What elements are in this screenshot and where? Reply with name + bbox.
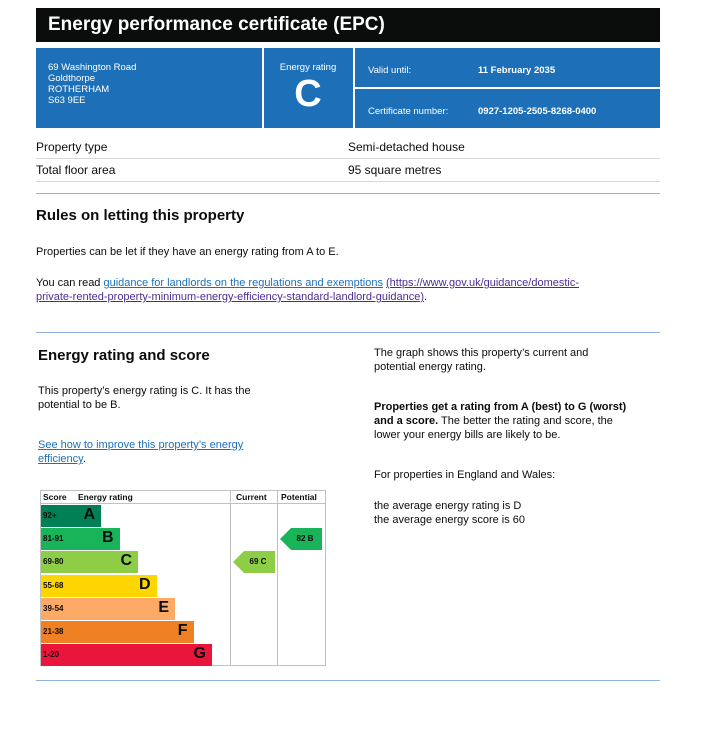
summary-row-floor-area: [36, 159, 660, 182]
summary-label: Total floor area: [36, 163, 116, 177]
band-letter: C: [120, 552, 132, 570]
potential-column-header: Potential: [281, 492, 317, 502]
rating-paragraph: [38, 384, 251, 412]
band-score-range: 39-54: [41, 598, 75, 620]
property-address: [48, 62, 136, 106]
band-bar: [75, 551, 138, 573]
address-line: Goldthorpe: [48, 73, 96, 84]
rating-column-header: Energy rating: [78, 492, 133, 502]
rating-scale-explanation: [374, 400, 626, 442]
band-bar: [75, 621, 194, 643]
text-line: the average energy score is 60: [374, 514, 526, 526]
improve-efficiency-link[interactable]: efficiency: [38, 453, 83, 465]
column-divider: [277, 491, 278, 665]
text-line: The better the rating and score, the: [438, 415, 613, 427]
bold-text: Properties get a rating from A (best) to G (worst): [374, 401, 627, 413]
summary-label: Property type: [36, 140, 108, 154]
guidance-prefix: You can read: [36, 277, 104, 289]
guidance-url[interactable]: (https://www.gov.uk/guidance/domestic-: [386, 277, 580, 289]
summary-row-property-type: [36, 136, 660, 159]
improve-efficiency-link[interactable]: See how to improve this property’s energy: [38, 439, 244, 451]
band-letter: B: [101, 529, 114, 547]
band-bar: [75, 598, 175, 620]
band-letter: G: [193, 645, 206, 663]
current-rating-marker: [233, 551, 275, 573]
current-column-header: Current: [236, 492, 267, 502]
band-letter: F: [177, 622, 188, 639]
letting-guidance-paragraph: [36, 276, 656, 304]
text-line: The graph shows this property’s current and: [374, 347, 589, 359]
valid-until-value: 11 February 2035: [478, 65, 556, 76]
energy-rating-label: Energy rating: [279, 62, 337, 73]
section-divider: [36, 680, 660, 681]
improve-efficiency-paragraph: [38, 438, 243, 466]
certificate-summary-box: [36, 48, 660, 128]
band-letter: E: [158, 598, 169, 616]
graph-explanation: [374, 346, 588, 374]
band-score-range: 81-91: [41, 528, 75, 550]
certificate-number-label: Certificate number:: [368, 106, 449, 117]
band-bar: [75, 644, 212, 666]
band-bar: [75, 505, 101, 527]
average-rating-info: [374, 499, 525, 527]
address-line: 69 Washington Road: [48, 62, 137, 73]
band-score-range: 21-38: [41, 621, 75, 643]
chart-header: [41, 491, 325, 504]
section-divider: [36, 193, 660, 194]
band-bar: [75, 575, 157, 597]
summary-value: 95 square metres: [348, 163, 442, 177]
section-divider: [36, 332, 660, 333]
valid-until-label: Valid until:: [368, 65, 412, 76]
band-score-range: 69-80: [41, 551, 75, 573]
address-line: ROTHERHAM: [48, 84, 110, 95]
current-rating-marker-label: 69 C: [249, 557, 267, 567]
band-bar: [75, 528, 120, 550]
text-line: potential energy rating.: [374, 361, 486, 373]
letting-heading: Rules on letting this property: [36, 207, 245, 224]
energy-rating-heading: Energy rating and score: [38, 347, 210, 364]
certificate-number-value: 0927-1205-2505-8268-0400: [478, 106, 597, 117]
rating-paragraph-line: potential to be B.: [38, 399, 121, 411]
column-divider: [230, 491, 231, 665]
letting-paragraph: Properties can be let if they have an energy rating from A to E.: [36, 246, 339, 258]
energy-rating-chart: [40, 490, 326, 666]
guidance-url[interactable]: private-rented-property-minimum-energy-efficiency-standard-landlord-guidance): [36, 291, 425, 303]
rating-paragraph-line: This property’s energy rating is C. It has the: [38, 385, 251, 397]
text-line: the average energy rating is D: [374, 500, 522, 512]
text-line: lower your energy bills are likely to be.: [374, 429, 561, 441]
band-letter: D: [138, 575, 151, 593]
band-letter: A: [83, 506, 95, 523]
potential-rating-marker-label: 82 B: [296, 534, 314, 544]
england-wales-intro: For properties in England and Wales:: [374, 469, 556, 481]
band-score-range: 55-68: [41, 575, 75, 597]
score-column-header: Score: [43, 492, 67, 502]
divider: [354, 87, 660, 89]
potential-rating-marker: [280, 528, 322, 550]
landlord-guidance-link[interactable]: guidance for landlords on the regulations and exemptions: [103, 277, 383, 289]
improve-suffix: .: [82, 453, 86, 465]
bold-text: and a score.: [374, 415, 439, 427]
page-title: Energy performance certificate (EPC): [36, 8, 660, 42]
guidance-suffix: .: [424, 291, 428, 303]
summary-value: Semi-detached house: [348, 140, 465, 154]
band-score-range: 1-20: [41, 644, 75, 666]
energy-rating-letter: C: [294, 73, 322, 115]
band-score-range: 92+: [41, 505, 75, 527]
address-line: S63 9EE: [48, 95, 86, 106]
